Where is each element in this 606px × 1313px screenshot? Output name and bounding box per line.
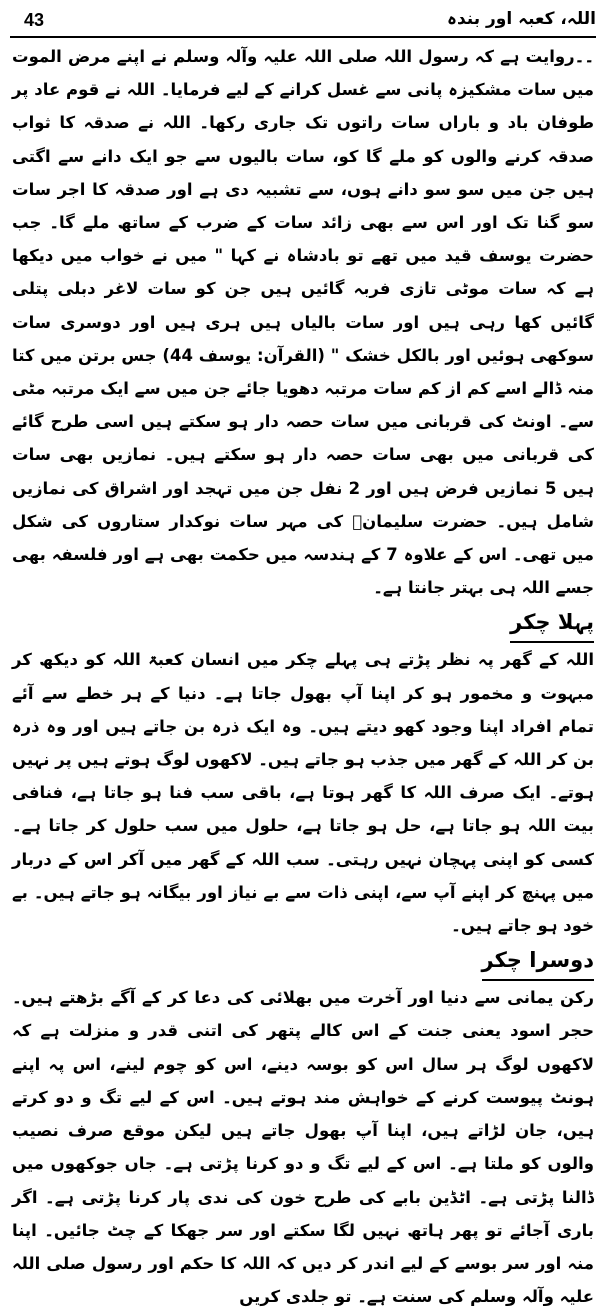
first-round-heading [12, 604, 594, 643]
page-body [11, 40, 594, 1307]
first-round-paragraph: اللہ کے گھر پہ نظر پڑتے ہی پہلے چکر میں انسان کعبۃ اللہ کو دیکھ کر مبہوت و مخمور ہو کر اپنا آپ بھول جاتا ہے۔ دنیا کے ہر خطے سے آئے تمام افراد اپنا وجود کھو دیتے ہیں۔ وہ ایک ذرہ بن جاتے ہیں اور وہ ذرہ بن کر اللہ کے گھر میں جذب ہو جاتے ہیں۔ لاکھوں لوگ ہوتے ہیں پر نہیں ہوتے۔ ایک صرف اللہ کا گھر ہوتا ہے، باقی سب فنا ہو جاتا ہے، فنافی بیت اللہ ہو جاتا ہے، حل ہو جاتا ہے، حلول میں سب حلول کر جاتا ہے۔ کسی کو اپنی پہچان نہیں رہتی۔ سب اللہ کے گھر میں آکر اس کے دربار میں پہنچ کر اپنے آپ سے، اپنی ذات سے بے نیاز اور بیگانہ ہو جاتے ہیں۔ بے خود ہو جاتے ہیں۔ [12, 650, 594, 936]
intro-paragraph: ۔۔روایت ہے کہ رسول اللہ صلی اللہ علیہ وآلہ وسلم نے اپنے مرض الموت میں سات مشکیزہ پانی سے غسل کرانے کے لیے فرمایا۔ اللہ نے قوم عاد پر طوفان باد و باراں سات راتوں تک جاری رکھا۔ اللہ نے صدقہ کا ثواب صدقہ کرنے والوں کو ملے گا کو، سات بالیوں سے جو ایک دانے سے اگتی ہیں جن میں سو سو دانے ہوں، سے تشبیہ دی ہے اور صدقہ کا اجر سات سو گنا تک اور اس سے بھی زائد سات کے ضرب کے ساتھ ملے گا۔ جب حضرت یوسف قید میں تھے تو بادشاہ نے کہا " میں نے خواب میں دیکھا ہے کہ سات موٹی تازی فربہ گائیں ہیں جن کو سات لاغر دبلی پتلی گائیں کھا رہی ہیں اور سات بالیاں ہیں ہری ہیں اور دوسری سات سوکھی ہوئیں اور بالکل خشک " (القرآن: یوسف 44) جس برتن میں کتا منہ ڈالے اسے کم از کم سات مرتبہ دھویا جائے جن میں سے ایک مرتبہ مٹی سے۔ اونٹ کی قربانی میں سات حصہ دار ہو سکتے ہیں اسی طرح گائے کی قربانی میں بھی سات حصہ دار ہو سکتے ہیں۔ نمازیں بھی سات ہیں 5 نمازیں فرض ہیں اور 2 نفل جن میں تہجد اور اشراق کی نمازیں شامل ہیں۔ حضرت سلیمانؑ کی مہر سات نوکدار ستاروں کی شکل میں تھی۔ اس کے علاوہ 7 کے ہندسہ میں حکمت بھی ہے اور فلسفہ بھی جسے اللہ ہی بہتر جانتا ہے۔ [11, 47, 594, 598]
second-round-heading-text: دوسرا چکر [482, 942, 594, 981]
page-number: 43 [24, 10, 45, 30]
running-title: اللہ، کعبہ اور بندہ [447, 9, 596, 29]
second-round-paragraph: رکن یمانی سے دنیا اور آخرت میں بھلائی کی دعا کر کے آگے بڑھتے ہیں۔ حجر اسود یعنی جنت کے اس کالے پتھر کی اتنی قدر و منزلت ہے کہ لاکھوں لوگ ہر سال اس کو بوسہ دینے، اس کو چوم لینے، اس پہ اپنے ہونٹ پیوست کرنے کے خواہش مند ہوتے ہیں۔ اس کے لیے تگ و دو کرتے ہیں، جان لڑاتے ہیں، اپنا آپ بھول جاتے ہیں لیکن موقع صرف نصیب والوں کو ملتا ہے۔ اس کے لیے تگ و دو کرنا پڑتی ہے۔ جاں جوکھوں میں ڈالنا پڑتی ہے۔ اٹڈین بابے کی طرح خون کی ندی پار کرنا پڑتی ہے۔ اگر باری آجائے تو پھر ہاتھ نہیں لگا سکتے اور سر جھکا کے چٹ جائیں۔ اپنا منہ اور سر بوسے کے لیے اندر کر دیں کہ اللہ کا حکم اور رسول صلی اللہ علیہ وآلہ وسلم کی سنت ہے۔ تو جلدی کریں [12, 988, 594, 1307]
page-header [10, 8, 596, 34]
first-round-heading-text: پہلا چکر [510, 604, 594, 643]
second-round-heading [12, 942, 594, 981]
header-rule [10, 36, 596, 38]
